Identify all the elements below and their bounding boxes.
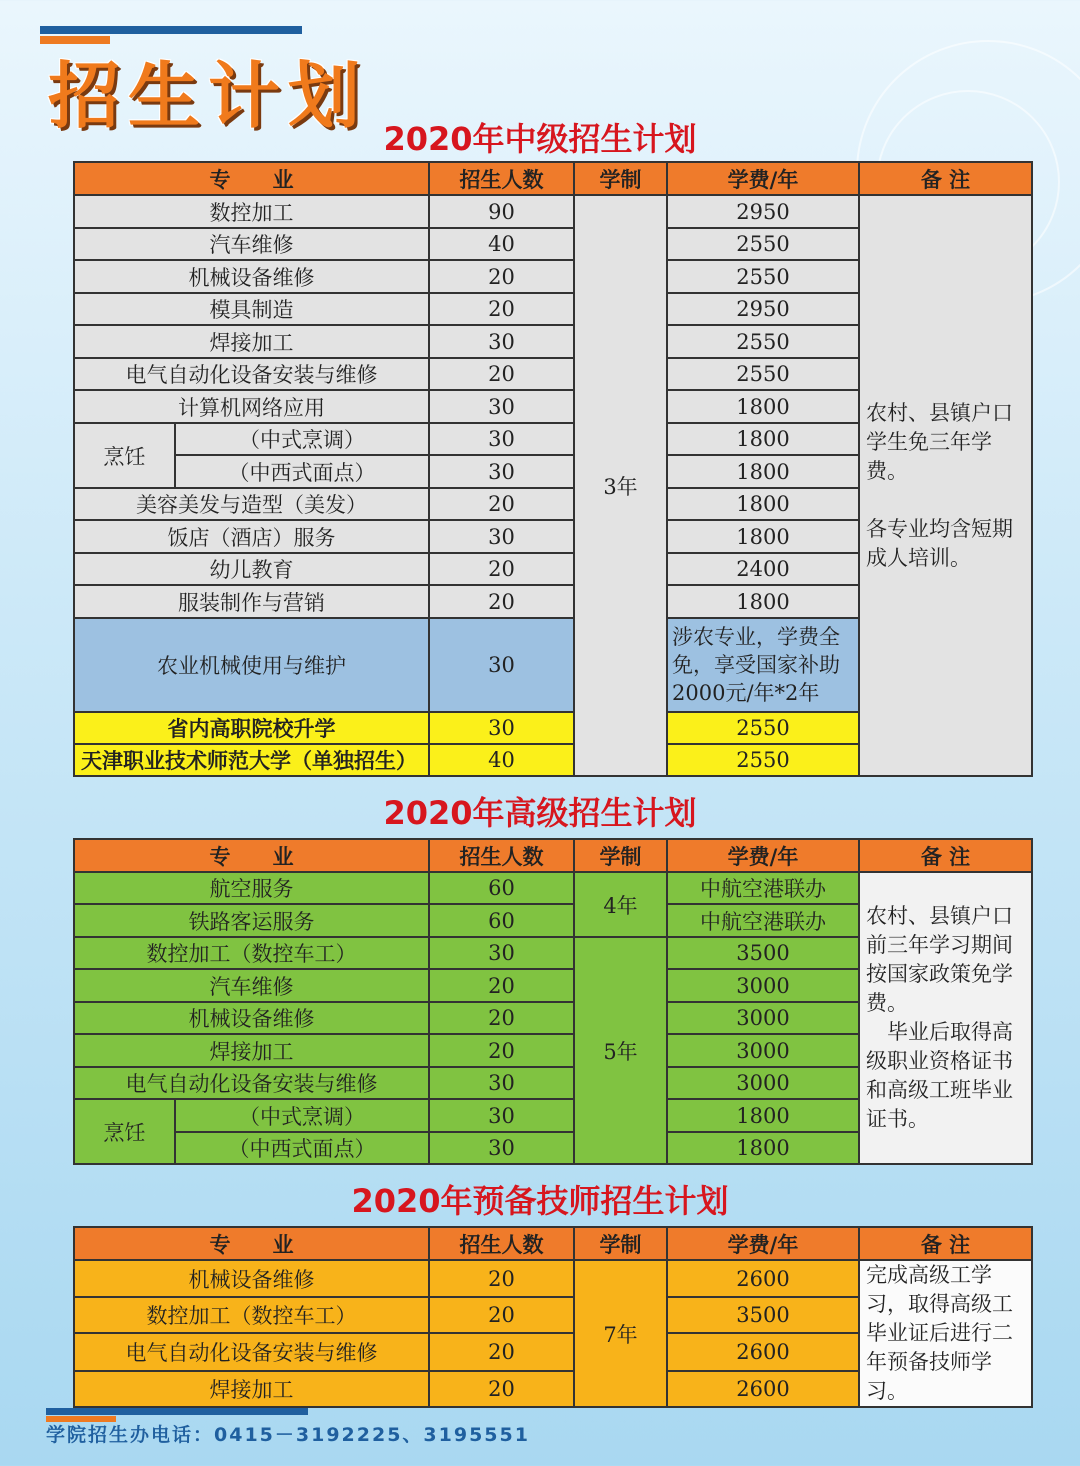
major-cell: 汽车维修 <box>74 969 429 1002</box>
title-accent-bar <box>40 26 302 34</box>
header-duration: 学制 <box>574 839 667 872</box>
major-cell: 数控加工（数控车工） <box>74 937 429 969</box>
count-cell: 20 <box>429 1002 574 1034</box>
count-cell: 20 <box>429 969 574 1002</box>
note-cell <box>859 872 1032 1164</box>
major-cell: 幼儿教育 <box>74 553 429 585</box>
table-header-row <box>74 839 1032 872</box>
major-cell: 天津职业技术师范大学（单独招生） <box>74 744 429 776</box>
fee-cell: 2600 <box>667 1260 859 1297</box>
major-cell: 服装制作与营销 <box>74 585 429 618</box>
major-cell: 焊接加工 <box>74 325 429 358</box>
major-cell: 电气自动化设备安装与维修 <box>74 358 429 390</box>
major-cell: 机械设备维修 <box>74 1002 429 1034</box>
count-cell: 20 <box>429 260 574 293</box>
major-cell: （中西式面点） <box>175 1132 429 1164</box>
duration-cell: 4年 <box>574 872 667 937</box>
count-cell: 60 <box>429 904 574 937</box>
header-fee: 学费/年 <box>667 839 859 872</box>
count-cell: 20 <box>429 1371 574 1407</box>
count-cell: 20 <box>429 1333 574 1370</box>
group-cell: 烹饪 <box>74 1099 175 1164</box>
fee-cell: 2950 <box>667 293 859 325</box>
fee-cell: 2550 <box>667 712 859 744</box>
count-cell: 30 <box>429 423 574 455</box>
fee-cell: 1800 <box>667 455 859 488</box>
note-text: 农村、县镇户口前三年学习期间按国家政策免学费。 毕业后取得高级职业资格证书和高级工班毕业证书。 <box>866 904 1013 1131</box>
count-cell: 60 <box>429 872 574 904</box>
fee-cell: 2400 <box>667 553 859 585</box>
fee-cell: 2550 <box>667 325 859 358</box>
count-cell: 30 <box>429 1132 574 1164</box>
table-row <box>74 195 1032 228</box>
major-cell: 电气自动化设备安装与维修 <box>74 1333 429 1370</box>
major-cell: （中式烹调） <box>175 1099 429 1132</box>
major-cell: 铁路客运服务 <box>74 904 429 937</box>
count-cell: 30 <box>429 520 574 553</box>
header-fee: 学费/年 <box>667 1227 859 1260</box>
table-row <box>74 1260 1032 1297</box>
header-count: 招生人数 <box>429 839 574 872</box>
count-cell: 30 <box>429 712 574 744</box>
header-count: 招生人数 <box>429 1227 574 1260</box>
duration-cell: 3年 <box>574 195 667 776</box>
header-duration: 学制 <box>574 162 667 195</box>
fee-cell: 2600 <box>667 1333 859 1370</box>
count-cell: 20 <box>429 585 574 618</box>
header-count: 招生人数 <box>429 162 574 195</box>
major-cell: 计算机网络应用 <box>74 390 429 423</box>
count-cell: 40 <box>429 228 574 260</box>
fee-cell: 1800 <box>667 390 859 423</box>
major-cell: 模具制造 <box>74 293 429 325</box>
tech-section-title: 2020年预备技师招生计划 <box>351 1182 729 1220</box>
count-cell: 30 <box>429 937 574 969</box>
high-plan-table <box>73 838 1033 1165</box>
header-duration: 学制 <box>574 1227 667 1260</box>
footer-accent-bar <box>46 1408 308 1415</box>
fee-cell: 中航空港联办 <box>667 904 859 937</box>
table-row <box>74 872 1032 904</box>
count-cell: 90 <box>429 195 574 228</box>
header-fee: 学费/年 <box>667 162 859 195</box>
high-section-title: 2020年高级招生计划 <box>383 794 697 832</box>
major-cell: 焊接加工 <box>74 1371 429 1407</box>
note-cell <box>859 195 1032 776</box>
group-cell: 烹饪 <box>74 423 175 488</box>
fee-cell: 1800 <box>667 520 859 553</box>
major-cell: 数控加工 <box>74 195 429 228</box>
note-text: 农村、县镇户口学生免三年学费。 各专业均含短期成人培训。 <box>866 400 1013 570</box>
count-cell: 30 <box>429 325 574 358</box>
fee-cell: 3000 <box>667 1034 859 1067</box>
tech-plan-table <box>73 1226 1033 1408</box>
count-cell: 30 <box>429 618 574 712</box>
count-cell: 20 <box>429 1297 574 1333</box>
footer-phone: 学院招生办电话：0415－3192225、3195551 <box>46 1424 530 1446</box>
fee-cell: 2550 <box>667 260 859 293</box>
count-cell: 30 <box>429 1067 574 1099</box>
fee-cell: 3000 <box>667 1002 859 1034</box>
count-cell: 20 <box>429 488 574 520</box>
mid-section-title: 2020年中级招生计划 <box>383 120 697 158</box>
count-cell: 30 <box>429 1099 574 1132</box>
table-header-row <box>74 1227 1032 1260</box>
count-cell: 20 <box>429 553 574 585</box>
fee-cell: 1800 <box>667 423 859 455</box>
page-title: 招生计划 <box>48 54 369 138</box>
count-cell: 30 <box>429 455 574 488</box>
major-cell: （中西式面点） <box>175 455 429 488</box>
major-cell: 机械设备维修 <box>74 260 429 293</box>
header-major: 专 业 <box>74 839 429 872</box>
major-cell: （中式烹调） <box>175 423 429 455</box>
major-cell: 省内高职院校升学 <box>74 712 429 744</box>
major-cell: 数控加工（数控车工） <box>74 1297 429 1333</box>
header-major: 专 业 <box>74 162 429 195</box>
fee-cell: 3000 <box>667 1067 859 1099</box>
fee-cell: 1800 <box>667 488 859 520</box>
note-cell: 完成高级工学习，取得高级工毕业证后进行二年预备技师学习。 <box>859 1260 1032 1407</box>
major-cell: 汽车维修 <box>74 228 429 260</box>
count-cell: 20 <box>429 1034 574 1067</box>
major-cell: 机械设备维修 <box>74 1260 429 1297</box>
header-major: 专 业 <box>74 1227 429 1260</box>
fee-cell: 1800 <box>667 1099 859 1132</box>
fee-cell: 中航空港联办 <box>667 872 859 904</box>
count-cell: 20 <box>429 293 574 325</box>
header-note: 备 注 <box>859 1227 1032 1260</box>
fee-cell: 2950 <box>667 195 859 228</box>
fee-cell: 3500 <box>667 937 859 969</box>
fee-cell: 1800 <box>667 1132 859 1164</box>
header-note: 备 注 <box>859 162 1032 195</box>
fee-cell: 2550 <box>667 744 859 776</box>
major-cell: 美容美发与造型（美发） <box>74 488 429 520</box>
count-cell: 30 <box>429 390 574 423</box>
count-cell: 20 <box>429 358 574 390</box>
fee-cell: 3500 <box>667 1297 859 1333</box>
fee-cell: 2550 <box>667 358 859 390</box>
duration-cell: 5年 <box>574 937 667 1164</box>
count-cell: 20 <box>429 1260 574 1297</box>
fee-cell: 涉农专业，学费全免，享受国家补助2000元/年*2年 <box>667 618 859 712</box>
fee-cell: 1800 <box>667 585 859 618</box>
count-cell: 40 <box>429 744 574 776</box>
fee-cell: 2600 <box>667 1371 859 1407</box>
table-header-row <box>74 162 1032 195</box>
major-cell: 焊接加工 <box>74 1034 429 1067</box>
header-note: 备 注 <box>859 839 1032 872</box>
major-cell: 农业机械使用与维护 <box>74 618 429 712</box>
mid-plan-table <box>73 161 1033 777</box>
duration-cell: 7年 <box>574 1260 667 1407</box>
major-cell: 饭店（酒店）服务 <box>74 520 429 553</box>
fee-cell: 3000 <box>667 969 859 1002</box>
major-cell: 航空服务 <box>74 872 429 904</box>
fee-cell: 2550 <box>667 228 859 260</box>
major-cell: 电气自动化设备安装与维修 <box>74 1067 429 1099</box>
